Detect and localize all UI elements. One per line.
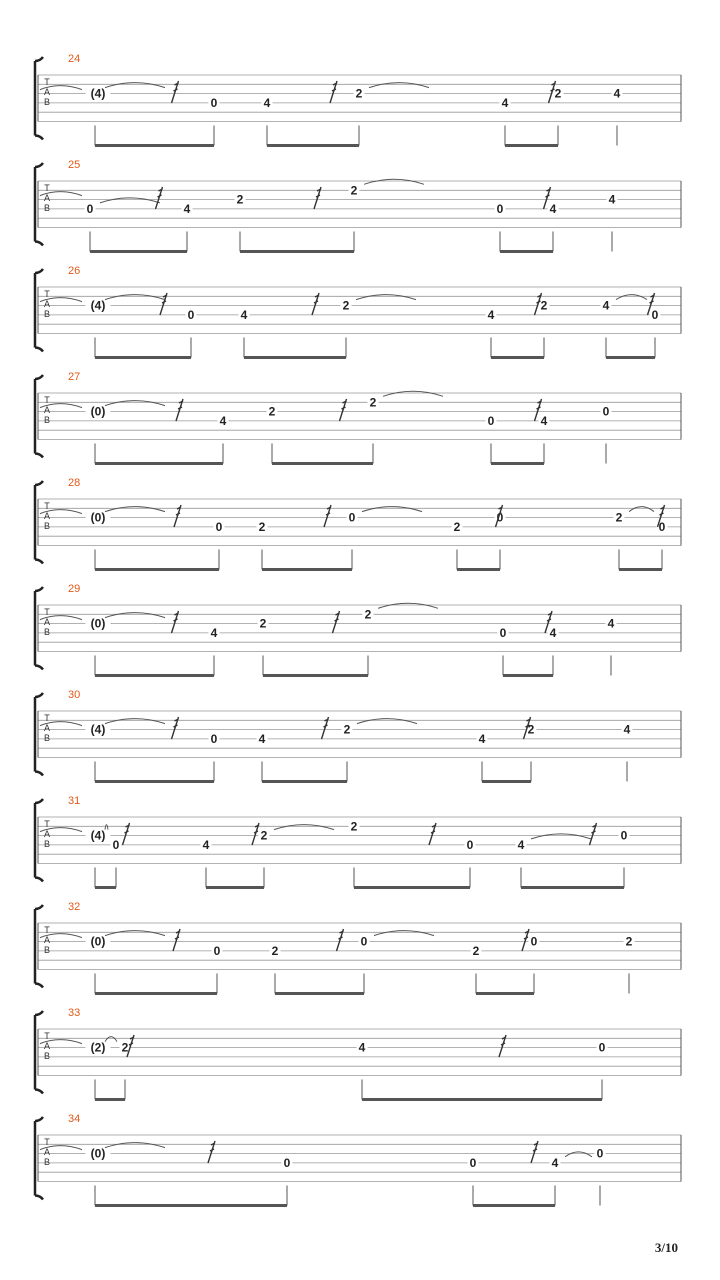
measure-number: 24 <box>68 53 81 65</box>
fret-number: 0 <box>487 413 495 428</box>
tab-clef-letter: T <box>44 183 50 193</box>
fret-number: (4) <box>90 722 106 737</box>
fret-number: 4 <box>478 731 486 746</box>
fret-number: 2 <box>121 1040 129 1055</box>
tab-clef-letter: B <box>43 97 51 107</box>
tab-clef-letter: T <box>44 925 50 935</box>
fret-number: 4 <box>607 616 615 631</box>
fret-number: (0) <box>90 510 106 525</box>
fret-number: 0 <box>283 1155 291 1170</box>
fret-number: 2 <box>259 616 267 631</box>
fret-number: 4 <box>623 722 631 737</box>
fret-number: 2 <box>236 192 244 207</box>
tie-arc <box>531 834 591 839</box>
measure-number: 31 <box>68 795 81 807</box>
fret-number: 0 <box>496 510 504 525</box>
system-bracket <box>35 587 43 670</box>
fret-number: 2 <box>258 519 266 534</box>
tab-clef-letter: A <box>43 935 51 945</box>
fret-number: 0 <box>360 934 368 949</box>
tab-clef-letter: A <box>43 723 51 733</box>
fret-number: 2 <box>268 404 276 419</box>
fret-number: (0) <box>90 404 106 419</box>
fret-number: 4 <box>551 1155 559 1170</box>
fret-number: 0 <box>213 943 221 958</box>
tie-arc <box>357 719 417 724</box>
system-bracket <box>35 57 43 140</box>
tie-arc <box>105 931 165 936</box>
fret-number: 2 <box>271 943 279 958</box>
fret-number: 2 <box>554 86 562 101</box>
tab-clef-letter: B <box>43 839 51 849</box>
system-bracket <box>35 905 43 988</box>
fret-number: 4 <box>258 731 266 746</box>
tab-clef-letter: B <box>43 945 51 955</box>
tie-arc <box>383 391 443 396</box>
fret-number: 4 <box>549 625 557 640</box>
tab-clef-letter: T <box>44 289 50 299</box>
tie-arc <box>105 613 165 618</box>
fret-number: (0) <box>90 1146 106 1161</box>
tie-arc <box>274 825 334 830</box>
system-bracket <box>35 799 43 882</box>
tab-clef-letter: T <box>44 1137 50 1147</box>
measure-number: 34 <box>68 1113 81 1125</box>
tie-arc <box>105 295 165 300</box>
measure-number: 28 <box>68 477 81 489</box>
tie-arc <box>565 1152 592 1157</box>
tab-clef-letter: A <box>43 511 51 521</box>
tab-clef-letter: A <box>43 829 51 839</box>
fret-number: 4 <box>183 201 191 216</box>
tie-arc <box>105 719 165 724</box>
fret-number: 4 <box>240 307 248 322</box>
tab-clef-letter: T <box>44 713 50 723</box>
tie-arc <box>378 603 438 608</box>
fret-number: 4 <box>549 201 557 216</box>
system-bracket <box>35 693 43 776</box>
measure-number: 26 <box>68 265 81 277</box>
fret-number: 4 <box>487 307 495 322</box>
fret-number: 4 <box>263 95 271 110</box>
fret-number: 0 <box>651 307 659 322</box>
fret-number: 0 <box>466 837 474 852</box>
fret-number: 2 <box>364 607 372 622</box>
tab-clef-letter: A <box>43 299 51 309</box>
tab-clef-letter: B <box>43 415 51 425</box>
tab-clef-letter: A <box>43 617 51 627</box>
tab-clef-letter: A <box>43 193 51 203</box>
fret-number: 4 <box>613 86 621 101</box>
tab-clef-letter: T <box>44 1031 50 1041</box>
fret-number: 2 <box>355 86 363 101</box>
fret-number: 0 <box>598 1040 606 1055</box>
tab-clef-letter: A <box>43 1041 51 1051</box>
tab-clef-letter: A <box>43 87 51 97</box>
fret-number: 0 <box>86 201 94 216</box>
fret-number: 4 <box>602 298 610 313</box>
tab-clef-letter: T <box>44 607 50 617</box>
tab-clef-letter: B <box>43 203 51 213</box>
tab-clef-letter: B <box>43 309 51 319</box>
fret-number: (4) <box>90 828 106 843</box>
fret-number: 2 <box>350 819 358 834</box>
system-bracket <box>35 163 43 246</box>
tab-clef-letter: B <box>43 1051 51 1061</box>
page-number: 3/10 <box>654 1240 678 1255</box>
fret-number: 0 <box>620 828 628 843</box>
fret-number: 0 <box>658 519 666 534</box>
tab-clef-letter: T <box>44 501 50 511</box>
tie-arc <box>356 295 416 300</box>
tab-clef-letter: T <box>44 77 50 87</box>
fret-number: 0 <box>215 519 223 534</box>
measure-number: 33 <box>68 1007 81 1019</box>
fret-number: 0 <box>496 201 504 216</box>
tab-clef-letter: A <box>43 1147 51 1157</box>
fret-number: 4 <box>358 1040 366 1055</box>
fret-number: 4 <box>608 192 616 207</box>
measure-number: 25 <box>68 159 81 171</box>
tab-clef-letter: B <box>43 521 51 531</box>
fret-number: 2 <box>342 298 350 313</box>
system-bracket <box>35 269 43 352</box>
fret-number: 2 <box>260 828 268 843</box>
tie-arc <box>369 83 429 88</box>
fret-number: 2 <box>350 183 358 198</box>
fret-number: (4) <box>90 298 106 313</box>
fret-number: 2 <box>527 722 535 737</box>
tie-arc <box>105 83 165 88</box>
tab-clef-letter: B <box>43 1157 51 1167</box>
fret-number: 2 <box>343 722 351 737</box>
fret-number: 0 <box>112 837 120 852</box>
fret-number: 0 <box>210 95 218 110</box>
measure-number: 30 <box>68 689 81 701</box>
fret-number: 2 <box>615 510 623 525</box>
measure-number: 32 <box>68 901 81 913</box>
system-bracket <box>35 1011 43 1094</box>
fret-number: 4 <box>219 413 227 428</box>
fret-number: 2 <box>453 519 461 534</box>
fret-number: 2 <box>540 298 548 313</box>
fret-number: 0 <box>499 625 507 640</box>
tie-arc <box>362 507 422 512</box>
fret-number: (2) <box>90 1040 106 1055</box>
measure-number: 27 <box>68 371 81 383</box>
fret-number: 2 <box>369 395 377 410</box>
fret-number: (0) <box>90 616 106 631</box>
tie-arc <box>100 198 160 203</box>
system-bracket <box>35 1117 43 1200</box>
tie-arc <box>364 179 424 184</box>
tie-arc <box>616 295 647 300</box>
fret-number: 0 <box>469 1155 477 1170</box>
fret-number: 4 <box>517 837 525 852</box>
tie-arc <box>629 507 654 512</box>
fret-number: 0 <box>348 510 356 525</box>
tie-arc <box>105 401 165 406</box>
fret-number: 0 <box>210 731 218 746</box>
fret-number: 4 <box>202 837 210 852</box>
fret-number: 0 <box>596 1146 604 1161</box>
tab-clef-letter: B <box>43 733 51 743</box>
fret-number: 2 <box>472 943 480 958</box>
measure-number: 29 <box>68 583 81 595</box>
tie-arc <box>374 931 434 936</box>
fret-number: 0 <box>602 404 610 419</box>
fret-number: 4 <box>210 625 218 640</box>
fret-number: 0 <box>187 307 195 322</box>
tab-clef-letter: T <box>44 819 50 829</box>
tie-arc <box>105 507 165 512</box>
fret-number: (0) <box>90 934 106 949</box>
fret-number: (4) <box>90 86 106 101</box>
fret-number: 0 <box>530 934 538 949</box>
tab-clef-letter: B <box>43 627 51 637</box>
fret-number: 4 <box>540 413 548 428</box>
fret-number: 2 <box>625 934 633 949</box>
tab-clef-letter: A <box>43 405 51 415</box>
tab-clef-letter: T <box>44 395 50 405</box>
tie-arc <box>105 1143 165 1148</box>
system-bracket <box>35 481 43 564</box>
fret-number: 4 <box>501 95 509 110</box>
system-bracket <box>35 375 43 458</box>
